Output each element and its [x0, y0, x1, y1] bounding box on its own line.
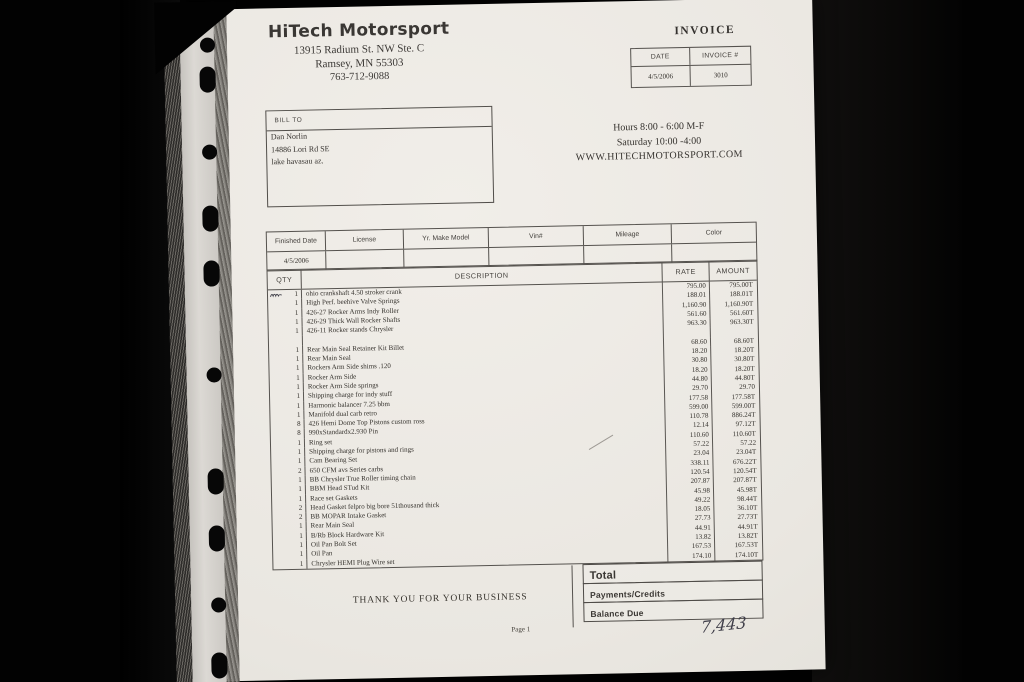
- item-rate: 12.14: [666, 421, 713, 431]
- company-block: [229, 18, 490, 86]
- item-qty: 1: [268, 290, 302, 300]
- item-qty: 1: [269, 355, 303, 365]
- item-description: Rocker Arm Side springs: [304, 375, 665, 392]
- qty-header: QTY: [267, 270, 301, 290]
- item-qty: 1: [273, 541, 307, 551]
- item-rate: 338.11: [666, 458, 713, 468]
- handwritten-number: 7,443: [700, 612, 747, 637]
- item-rate: 963.30: [664, 319, 711, 329]
- item-amount: 13.82T: [737, 531, 759, 541]
- col-yr-make-model: Yr. Make Model: [404, 228, 489, 249]
- item-qty: 1: [272, 494, 306, 504]
- item-description: Rear Main Seal: [307, 515, 668, 532]
- item-description: Shipping charge for pistons and rings: [305, 441, 666, 458]
- item-rate: 23.04: [666, 449, 713, 459]
- item-qty: 8: [271, 429, 305, 439]
- item-amount: 167.53T: [734, 540, 759, 550]
- item-description: 990xStandardx2.930 Pin: [305, 422, 666, 439]
- totals-label: Total: [589, 569, 617, 583]
- item-qty: 1: [271, 438, 305, 448]
- item-qty: 1: [273, 531, 307, 541]
- col-color: Color: [705, 229, 723, 237]
- item-qty: 1: [270, 373, 304, 383]
- item-description: Shipping charge for indy stuff: [304, 385, 665, 402]
- item-rate: 44.91: [668, 523, 715, 533]
- item-rate: 44.80: [665, 375, 712, 385]
- col-license: License: [326, 230, 404, 251]
- item-description: Ring set: [305, 431, 666, 448]
- item-description: Race set Gaskets: [306, 487, 667, 504]
- item-rate: 110.78: [665, 412, 712, 422]
- item-qty: 1: [268, 299, 302, 309]
- item-qty: 2: [272, 504, 306, 514]
- item-description: B/Rb Block Hardware Kit: [307, 524, 668, 541]
- col-vin: Vin#: [489, 226, 584, 247]
- bill-to-name: Dan Norlin: [270, 131, 308, 142]
- item-rate: 795.00: [663, 282, 710, 292]
- item-qty: 8: [271, 420, 305, 430]
- company-address-line1: 13915 Radium St. NW Ste. C: [293, 42, 425, 57]
- item-rate: 167.53: [668, 542, 715, 552]
- hours-block: [531, 118, 788, 167]
- item-qty: 2: [271, 466, 305, 476]
- company-address-line2: Ramsey, MN 55303: [315, 56, 404, 71]
- item-description: Rockers Arm Side shims .120: [303, 357, 664, 374]
- item-description: 426-11 Rocker stands Chrysler: [303, 320, 664, 337]
- invoice-title: INVOICE: [674, 23, 736, 38]
- item-amount: 44.91T: [737, 522, 758, 531]
- bill-to-street: 14886 Lori Rd SE: [270, 143, 330, 154]
- item-description: BBM Head STud Kit: [306, 478, 667, 495]
- item-description: Cam Bearing Set: [305, 450, 666, 467]
- date-label: DATE: [631, 48, 690, 66]
- item-rate: 30.80: [664, 356, 711, 366]
- rate-header: RATE: [662, 262, 709, 282]
- item-qty: 1: [271, 448, 305, 458]
- item-amount: 27.73T: [737, 513, 758, 522]
- item-description: 650 CFM avs Series carbs: [305, 459, 666, 476]
- totals-label: Payments/Credits: [589, 588, 666, 601]
- item-rate: 57.22: [666, 440, 713, 450]
- item-amount: 177.58T: [731, 392, 756, 401]
- item-description: ohio crankshaft 4.50 stroker crank: [302, 282, 663, 299]
- item-qty: 1: [272, 485, 306, 495]
- item-description: Rocker Arm Side: [304, 366, 665, 383]
- line-items-table: [266, 260, 763, 571]
- company-name: HiTech Motorsport: [267, 18, 450, 43]
- hours-saturday: Saturday 10:00 -4:00: [616, 135, 702, 148]
- bill-to-city: lake havasau az.: [271, 156, 324, 167]
- item-amount: 886.24T: [731, 410, 756, 420]
- item-rate: 29.70: [665, 384, 712, 394]
- item-qty: 1: [269, 327, 303, 337]
- item-amount: 57.22: [740, 438, 757, 448]
- bill-to-label: BILL TO: [266, 107, 491, 132]
- line-items-body: [268, 281, 762, 570]
- date-value: 4/5/2006: [631, 66, 690, 87]
- item-amount: 44.80T: [734, 373, 755, 383]
- background-shadow-right: [812, 0, 962, 682]
- item-description: BB MOPAR Intake Gasket: [306, 506, 667, 523]
- item-qty: 1: [269, 346, 303, 356]
- item-amount: 207.87T: [733, 475, 757, 485]
- item-qty: 1: [270, 392, 304, 402]
- item-rate: 18.20: [664, 347, 711, 357]
- item-description: Head Gasket felpro big bore 51thousand thick: [306, 496, 667, 513]
- item-rate: 13.82: [668, 533, 715, 543]
- item-amount: 29.70: [739, 382, 756, 392]
- item-rate: 174.10: [668, 551, 715, 561]
- hours-weekdays: Hours 8:00 - 6:00 M-F: [613, 120, 705, 134]
- totals-label: Balance Due: [590, 607, 644, 620]
- item-amount: 676.22T: [732, 457, 757, 466]
- item-qty: 1: [270, 383, 304, 393]
- item-qty: 1: [273, 522, 307, 532]
- item-amount: 110.60T: [732, 429, 756, 438]
- handwritten-mark: [269, 292, 284, 298]
- item-amount: 18.20T: [734, 345, 755, 355]
- item-qty: 1: [273, 559, 307, 569]
- page-number: Page 1: [511, 625, 531, 634]
- item-qty: 1: [273, 550, 307, 560]
- item-amount: 18.20T: [734, 364, 755, 373]
- item-qty: 1: [269, 364, 303, 374]
- item-qty: 2: [272, 513, 306, 523]
- item-rate: 27.73: [667, 514, 714, 524]
- item-rate: 207.87: [667, 477, 714, 487]
- item-amount: 36.10T: [737, 503, 758, 513]
- item-rate: 561.60: [663, 309, 710, 319]
- invoice-meta-table: [630, 46, 752, 88]
- item-rate: 45.98: [667, 486, 714, 496]
- item-amount: 23.04T: [736, 448, 757, 457]
- item-qty: 1: [272, 476, 306, 486]
- description-header: DESCRIPTION: [301, 263, 662, 289]
- item-rate: 110.60: [666, 430, 713, 440]
- item-rate: 1,160.90: [663, 300, 710, 310]
- item-rate: 177.58: [665, 393, 712, 403]
- item-rate: 18.05: [667, 505, 714, 515]
- item-amount: 188.01T: [729, 289, 754, 299]
- company-phone: 763-712-9088: [329, 70, 390, 84]
- finished-date-value: 4/5/2006: [267, 251, 326, 270]
- item-rate: 120.54: [667, 467, 714, 477]
- invoice-number-value: 3010: [713, 71, 728, 80]
- item-description: Rear Main Seal Retainer Kit Billet: [303, 338, 664, 355]
- item-qty: 1: [268, 308, 302, 318]
- item-qty: 1: [270, 411, 304, 421]
- item-amount: 1,160.90T: [724, 299, 754, 308]
- item-amount: 68.60T: [733, 336, 755, 345]
- item-description: BB Chrysler True Roller timing chain: [306, 468, 667, 485]
- website-url: WWW.HITECHMOTORSPORT.COM: [575, 148, 743, 164]
- item-description: Rear Main Seal: [303, 348, 664, 365]
- item-amount: 98.44T: [737, 494, 758, 503]
- item-description: 426 Hemi Dome Top Pistons custom ross: [305, 413, 666, 430]
- item-rate: 599.00: [665, 402, 712, 412]
- item-description: Harmonic balancer 7.25 bbm: [304, 394, 665, 411]
- item-description: 426-27 Rocker Arms Indy Roller: [302, 301, 663, 318]
- item-amount: 45.98T: [736, 485, 758, 494]
- item-qty: 1: [270, 401, 304, 411]
- item-description: Chrysler HEMI Plug Wire set: [307, 552, 668, 569]
- item-rate: 18.20: [665, 365, 712, 375]
- item-qty: 1: [268, 318, 302, 328]
- item-description: 426-29 Thick Wall Rocker Shafts: [302, 310, 663, 327]
- thank-you-message: THANK YOU FOR YOUR BUSINESS: [352, 592, 528, 606]
- item-amount: 174.10T: [734, 550, 759, 559]
- amount-header: AMOUNT: [716, 265, 750, 276]
- sheet-protector: [150, 0, 828, 682]
- item-amount: 97.12T: [735, 420, 756, 429]
- item-amount: 30.80T: [734, 355, 755, 364]
- item-description: High Perf. beehive Valve Springs: [302, 292, 663, 309]
- item-amount: 599.00T: [731, 401, 756, 410]
- col-finished-date: Finished Date: [267, 231, 326, 251]
- item-rate: 49.22: [667, 495, 714, 505]
- item-description: Oil Pan Bolt Set: [307, 533, 668, 550]
- item-amount: 561.60T: [729, 308, 754, 318]
- item-rate: 68.60: [664, 337, 711, 347]
- item-qty: 1: [271, 457, 305, 467]
- item-description: Oil Pan: [307, 543, 668, 560]
- bill-to-box: [265, 106, 494, 208]
- invoice-number-label: INVOICE #: [702, 51, 739, 60]
- item-description: Manifold dual carb retro: [304, 403, 665, 420]
- item-amount: 120.54T: [733, 466, 757, 476]
- item-amount: 795.00T: [729, 280, 753, 290]
- item-amount: 963.30T: [730, 317, 754, 327]
- col-mileage: Mileage: [584, 224, 672, 245]
- item-rate: 188.01: [663, 291, 710, 301]
